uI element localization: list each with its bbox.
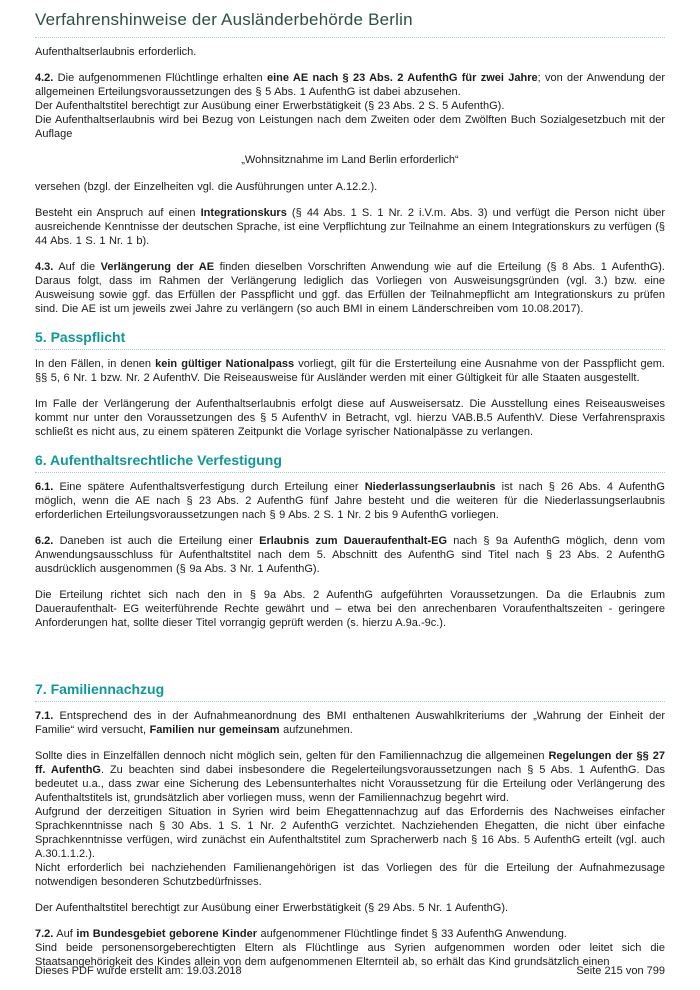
section-heading: 7. Familiennachzug [35,681,665,702]
paragraph: 6.1. Eine spätere Aufenthaltsverfestigung durch Erteilung einer Niederlassungserlaubnis ist nach § 26 Abs. 4 AufenthG möglich, wenn die AE nach § 23 Abs. 2 AufenthG fünf Jahre besteht und die weiteren für die Niederlassungserlaubnis erforderlichen Erteilungsvoraussetzungen nach § 9 Abs. 2 S. 1 Nr. 2 bis 9 AufenthG vorliegen. [35,481,665,521]
paragraph: Die Erteilung richtet sich nach den in § 9a Abs. 2 AufenthG aufgeführten Voraussetzungen. Da die Erlaubnis zum Daueraufenthalt- EG weiterführende Rechte gewährt und – etwa bei den anrechenbaren Voraufenthaltszeiten - geringere Anforderungen hat, sollte dieser Titel vorrangig geprüft werden (s. hierzu A.9a.-9c.). [35,589,665,629]
paragraph: 4.2. Die aufgenommenen Flüchtlinge erhalten eine AE nach § 23 Abs. 2 AufenthG für zwei Jahre; von der Anwendung der allgemeinen Erteilungsvoraussetzungen des § 5 Abs. 1 AufenthG ist dabei abzusehen. Der Aufenthaltstitel berechtigt zur Ausübung einer Erwerbstätigkeit (§ 23 Abs. 2 S. 5 AufenthG). Die Aufenthaltserlaubnis wird bei Bezug von Leistungen nach dem Zweiten oder dem Zwölften Buch Sozialgesetzbuch mit der Auflage [35,72,665,140]
paragraph: Im Falle der Verlängerung der Aufenthaltserlaubnis erfolgt diese auf Ausweisersatz. Die Ausstellung eines Reiseausweises kommt nur unter den Voraussetzungen des § 5 AufenthV in Betracht, vgl. hierzu VAB.B.5 AufenthV. Diese Verfahrenspraxis schließt es nicht aus, zu einem späteren Zeitpunkt die Vorlage syrischer Nationalpässe zu verlangen. [35,398,665,438]
paragraph: Aufenthaltserlaubnis erforderlich. [35,46,197,58]
page-footer [35,965,665,977]
paragraph: In den Fällen, in denen kein gültiger Nationalpass vorliegt, gilt für die Ersterteilung eine Ausnahme von der Passpflicht gem. §§ 5, 6 Nr. 1 bzw. Nr. 2 AufenthV. Die Reiseausweise für Ausländer werden mit einer Gültigkeit für alle Staaten ausgestellt. [35,358,665,384]
section-heading: 6. Aufenthaltsrechtliche Verfestigung [35,452,665,473]
footer-page-number: Seite 215 von 799 [576,965,665,977]
section-heading: 5. Passpflicht [35,329,665,350]
paragraph: 6.2. Daneben ist auch die Erteilung einer Erlaubnis zum Daueraufenthalt-EG nach § 9a AufenthG möglich, denn vom Anwendungsausschluss für Aufenthaltstitel nach dem 5. Abschnitt des AufenthG sind Titel nach § 23 Abs. 2 AufenthG ausdrücklich ausgenommen (§ 9a Abs. 3 Nr. 1 AufenthG). [35,535,665,575]
document-body [35,45,665,969]
footer-created-date: Dieses PDF wurde erstellt am: 19.03.2018 [35,965,242,977]
paragraph: versehen (bzgl. der Einzelheiten vgl. die Ausführungen unter A.12.2.). [35,181,378,193]
document-title: Verfahrenshinweise der Ausländerbehörde Berlin [35,10,665,38]
paragraph: Besteht ein Anspruch auf einen Integrationskurs (§ 44 Abs. 1 S. 1 Nr. 2 i.V.m. Abs. 3) und verfügt die Person nicht über ausreichende Kenntnisse der deutschen Sprache, ist eine Verpflichtung zur Teilnahme an einem Integrationskurs zu verfügen (§ 44 Abs. 1 S. 1 Nr. 1 b). [35,207,665,247]
paragraph: 4.3. Auf die Verlängerung der AE finden dieselben Vorschriften Anwendung wie auf die Erteilung (§ 8 Abs. 1 AufenthG). Daraus folgt, dass im Rahmen der Verlängerung lediglich das Vorliegen von Ausweisungsgründen (vgl. 3.) bzw. eine Ausweisung sowie ggf. das Erfüllen der Passpflicht und ggf. das Erfüllen der Teilnahmepflicht am Integrationskurs zu prüfen sind. Die AE ist um jeweils zwei Jahre zu verlängern (so auch BMI in einem Länderschreiben vom 10.08.2017). [35,261,665,315]
paragraph: 7.1. Entsprechend des in der Aufnahmeanordnung des BMI enthaltenen Auswahlkriteriums der „Wahrung der Einheit der Familie“ wird versucht, Familien nur gemeinsam aufzunehmen. [35,710,665,736]
paragraph: 7.2. Auf im Bundesgebiet geborene Kinder aufgenommener Flüchtlinge findet § 33 AufenthG Anwendung. Sind beide personensorgeberechtigten Eltern als Flüchtlinge aus Syrien aufgenommen worden oder leitet sich die Staatsangehörigkeit des Kindes allein von dem aufgenommenen Elternteil ab, so erhält das Kind grundsätzlich einen [35,928,665,968]
paragraph: Sollte dies in Einzelfällen dennoch nicht möglich sein, gelten für den Familiennachzug die allgemeinen Regelungen der §§ 27 ff. AufenthG. Zu beachten sind dabei insbesondere die Regelerteilungsvoraussetzungen nach § 5 Abs. 1 AufenthG. Das bedeutet u.a., dass zwar eine Sicherung des Lebensunterhaltes nicht Voraussetzung für die Erteilung oder Verlängerung des Aufenthaltstitels ist, grundsätzlich aber vorliegen muss, wenn der Familiennachzug begehrt wird. Aufgrund der derzeitigen Situation in Syrien wird beim Ehegattennachzug auf das Erfordernis des Nachweises einfacher Sprachkenntnisse nach § 30 Abs. 1 S. 1 Nr. 2 AufenthG verzichtet. Nachziehenden Ehegatten, die nicht über einfache Sprachkenntnisse verfügen, wird zunächst ein Aufenthaltstitel zum Spracherwerb nach § 16 Abs. 5 AufenthG erteilt (vgl. auch A.30.1.1.2.). Nicht erforderlich bei nachziehenden Familienangehörigen ist das Vorliegen des für die Erteilung der Aufnahmezusage notwendigen besonderen Schutzbedürfnisses. [35,750,665,888]
centered-quote: „Wohnsitznahme im Land Berlin erforderlich“ [241,154,459,166]
vertical-spacer [35,642,665,668]
paragraph: Der Aufenthaltstitel berechtigt zur Ausübung einer Erwerbstätigkeit (§ 29 Abs. 5 Nr. 1 AufenthG). [35,902,509,914]
